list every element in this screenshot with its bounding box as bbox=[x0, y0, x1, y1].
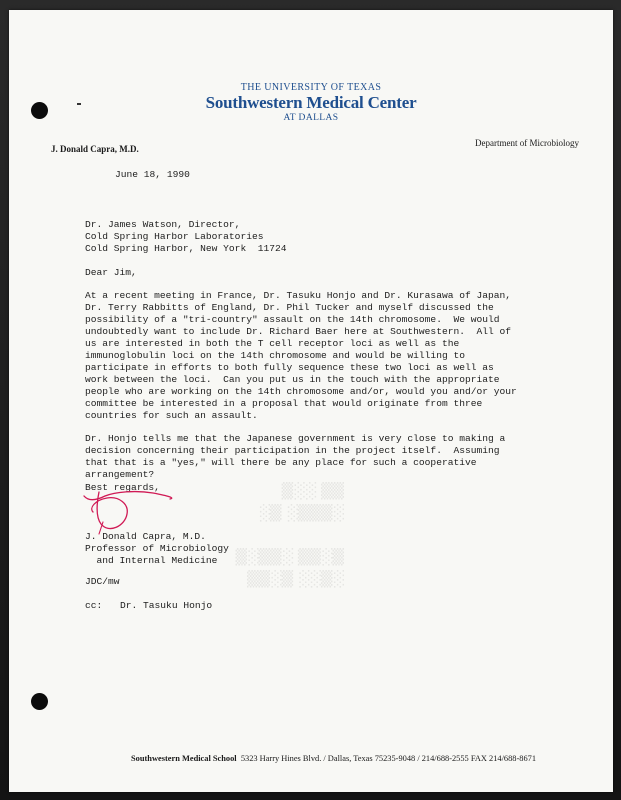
letter-date: June 18, 1990 bbox=[115, 169, 190, 180]
footer-school: Southwestern Medical School bbox=[131, 754, 237, 763]
recipient-line: Dr. James Watson, Director, bbox=[85, 219, 241, 230]
body-line: committee be interested in a proposal that would originate from three bbox=[85, 398, 483, 409]
body-line: that that is a "yes," will there be any place for such a cooperative bbox=[85, 457, 477, 468]
body-line: possibility of a "tri-country" assault on the 14th chromosome. We would bbox=[85, 314, 500, 325]
recipient-line: Cold Spring Harbor, New York 11724 bbox=[85, 243, 287, 254]
body-line: Dr. Terry Rabbitts of England, Dr. Phil Tucker and myself discussed the bbox=[85, 302, 494, 313]
letterhead-institution: Southwestern Medical Center bbox=[205, 93, 417, 112]
footer-address: 5323 Harry Hines Blvd. / Dallas, Texas 75235-9048 / 214/688-2555 FAX 214/688-8671 bbox=[240, 754, 537, 763]
closing: Best regards, bbox=[85, 482, 160, 493]
body-line: countries for such an assault. bbox=[85, 410, 258, 421]
body-line: undoubtedly want to include Dr. Richard Baer here at Southwestern. All of bbox=[85, 326, 512, 337]
body-line: Dr. Honjo tells me that the Japanese government is very close to making a bbox=[85, 433, 506, 444]
footer bbox=[131, 754, 536, 763]
body-line: At a recent meeting in France, Dr. Tasuku Honjo and Dr. Kurasawa of Japan, bbox=[85, 290, 512, 301]
letterhead-location: AT DALLAS bbox=[283, 113, 339, 123]
punch-hole-bottom bbox=[31, 693, 48, 710]
body-line: work between the loci. Can you put us in the touch with the appropriate bbox=[85, 374, 500, 385]
signature-line: Professor of Microbiology bbox=[85, 543, 229, 554]
cc-label: cc: bbox=[85, 600, 103, 611]
body-line: us are interested in both the T cell receptor loci as well as the bbox=[85, 338, 460, 349]
salutation: Dear Jim, bbox=[85, 267, 137, 278]
body-line: people who are working on the 14th chromosome and/or, would you and/or your bbox=[85, 386, 517, 397]
letter-page bbox=[9, 10, 613, 792]
recipient-line: Cold Spring Harbor Laboratories bbox=[85, 231, 264, 242]
sender-name: J. Donald Capra, M.D. bbox=[51, 144, 139, 154]
signature-line: and Internal Medicine bbox=[85, 555, 218, 566]
cc-recipient: Dr. Tasuku Honjo bbox=[120, 600, 213, 611]
body-line: participate in efforts to both fully sequence these two loci as well as bbox=[85, 362, 494, 373]
body-line: arrangement? bbox=[85, 469, 155, 480]
signature-line: J. Donald Capra, M.D. bbox=[85, 531, 206, 542]
bleed-through-shadow: ▒▒ ░░▒ ░▒▒▒░ ▒░ ▒░▒▒ ░▒▒░▒ ░▒░░ ▒░▒▒ bbox=[235, 482, 344, 588]
typist-initials: JDC/mw bbox=[85, 576, 120, 587]
body-line: decision concerning their participation in the project itself. Assuming bbox=[85, 445, 500, 456]
department: Department of Microbiology bbox=[475, 138, 579, 148]
letterhead-university: THE UNIVERSITY OF TEXAS bbox=[240, 82, 382, 93]
body-line: immunoglobulin loci on the 14th chromosome and would be willing to bbox=[85, 350, 465, 361]
